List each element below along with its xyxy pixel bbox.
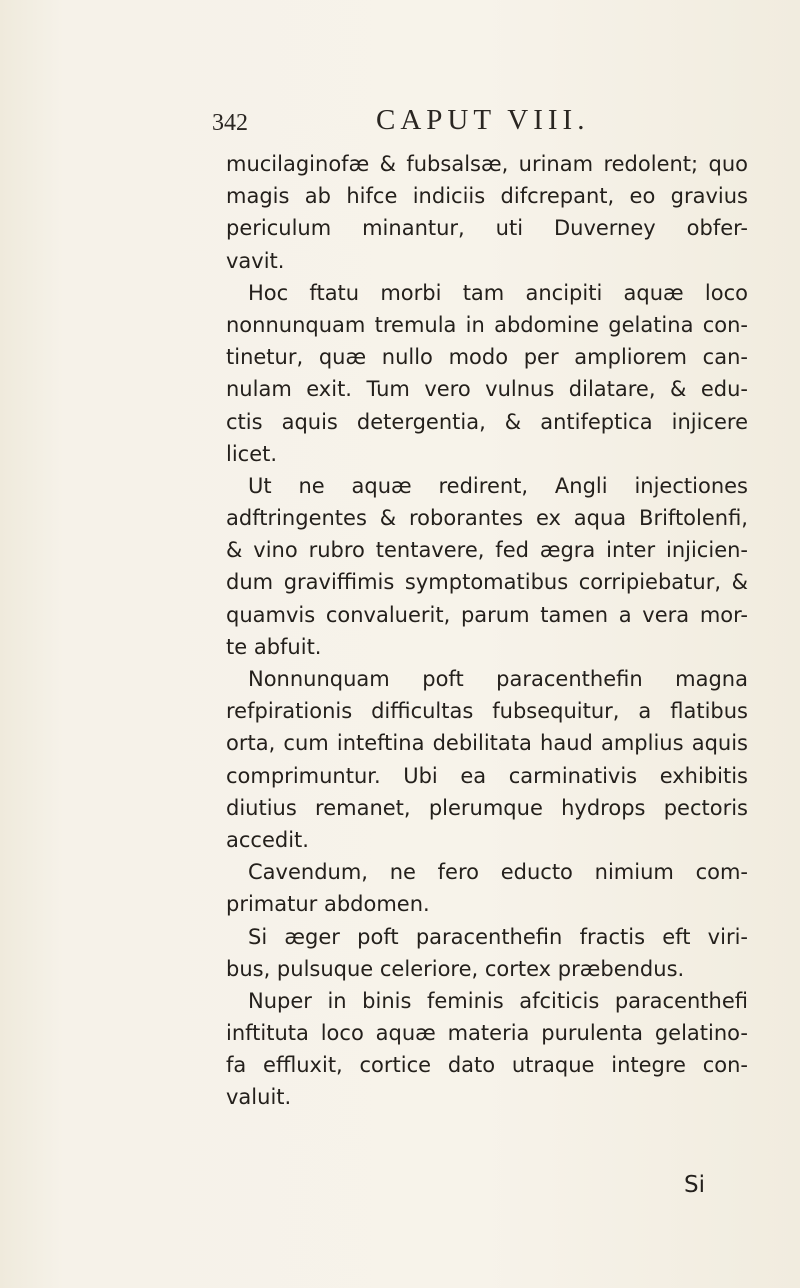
page-header [0,104,800,144]
text-line: mucilaginofæ & fubsalsæ, urinam redolent; quo [226,152,748,176]
text-line: Cavendum, ne fero educto nimium com- [248,860,748,885]
text-line: bus, pulsuque celeriore, cortex præbendus. [226,956,685,981]
text-line: primatur abdomen. [226,892,430,917]
text-line: Hoc ftatu morbi tam ancipiti aquæ loco [248,280,748,305]
text-line: te abfuit. [226,634,322,659]
catchword: Si [684,1172,705,1198]
text-line: ctis aquis detergentia, & antifeptica injicere [226,409,748,434]
text-line: Ut ne aquæ redirent, Angli injectiones [248,473,748,498]
text-line: fa effluxit, cortice dato utraque integre con- [226,1053,748,1078]
text-line: adftringentes & roborantes ex aqua Briftolenfi, [226,506,748,531]
text-line: valuit. [226,1085,292,1110]
text-line: dum graviffimis symptomatibus corripiebatur, & [226,570,748,595]
text-line: periculum minantur, uti Duverney obfer- [226,216,748,241]
text-line: licet. [226,441,278,466]
text-line: accedit. [226,827,309,852]
text-line: nonnunquam tremula in abdomine gelatina con- [226,312,748,337]
page-number: 342 [212,110,248,136]
running-head: CAPUT VIII. [376,104,590,136]
text-line: Nonnunquam poft paracenthefin magna [248,667,748,691]
text-line: inftituta loco aquæ materia purulenta gelatino- [226,1021,748,1046]
text-line: magis ab hifce indiciis difcrepant, eo gravius [226,184,748,209]
text-line: tinetur, quæ nullo modo per ampliorem can- [226,345,748,370]
text-line: vavit. [226,248,285,273]
body-text [226,148,748,1114]
text-line: refpirationis difficultas fubsequitur, a flatibus [226,699,748,724]
text-line: diutius remanet, plerumque hydrops pectoris [226,795,748,820]
text-line: orta, cum inteftina debilitata haud amplius aquis [226,731,748,756]
text-line: quamvis convaluerit, parum tamen a vera mor- [226,602,748,627]
text-line: Si æger poft paracenthefin fractis eft viri- [248,924,748,949]
text-line: Nuper in binis feminis afciticis paracenthefi [248,988,748,1013]
text-line: comprimuntur. Ubi ea carminativis exhibitis [226,763,748,788]
text-line: nulam exit. Tum vero vulnus dilatare, & edu- [226,377,748,402]
text-line: & vino rubro tentavere, fed ægra inter injicien- [226,538,748,563]
